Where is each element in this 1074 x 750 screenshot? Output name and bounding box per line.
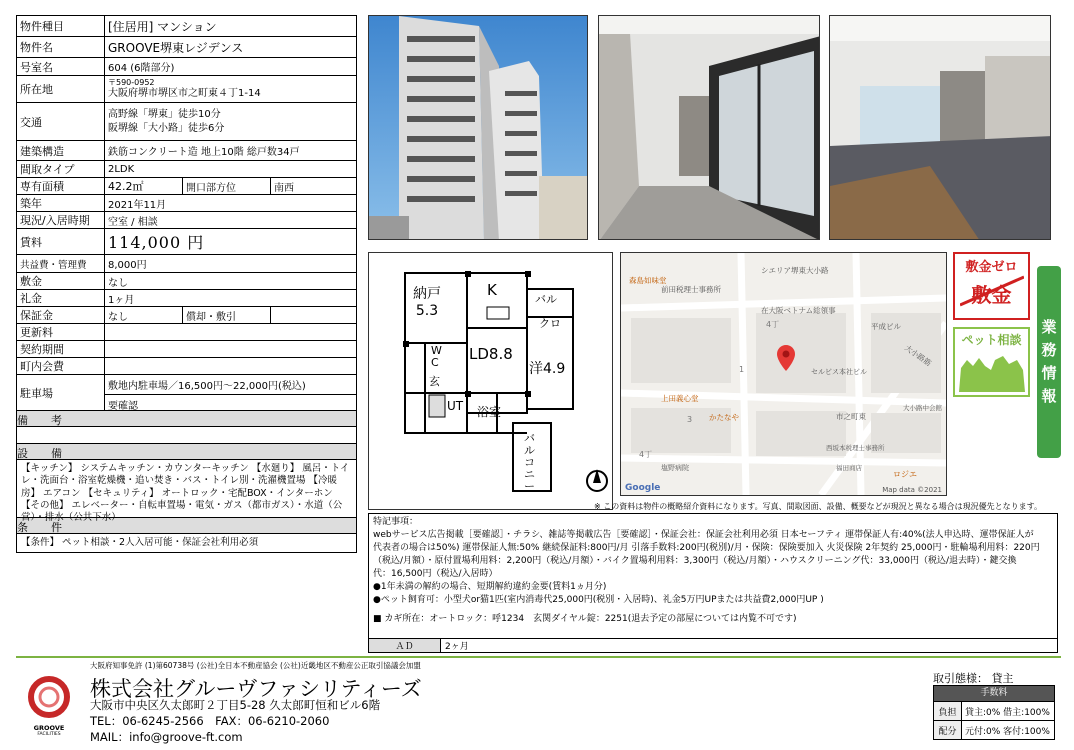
map-copyright: Map data ©2021 bbox=[882, 486, 942, 494]
spec-table bbox=[16, 15, 357, 553]
label-parking: 駐車場 bbox=[17, 375, 105, 410]
value-town-fee bbox=[105, 358, 356, 374]
deal-type-label: 取引態様： bbox=[933, 672, 988, 685]
map-pin-icon[interactable] bbox=[777, 345, 795, 371]
label-room: 号室名 bbox=[17, 58, 105, 75]
label-area: 専有面積 bbox=[17, 178, 105, 194]
special-notes-line-3: （税込/月額）・原付置場利用料：2,200円（税込/月額）・バイク置場利用料：3,300円（税込/月額）・ハウスクリーニング代：33,000円（税込/退去時）・鍵交換 bbox=[373, 556, 1017, 567]
pet-silhouette-icon bbox=[955, 348, 1028, 394]
label-deposit: 敷金 bbox=[17, 273, 105, 289]
ad-value: 2ヶ月 bbox=[445, 642, 469, 652]
map-label-6: セルビス本社ビル bbox=[811, 368, 867, 376]
value-amortization bbox=[271, 307, 356, 323]
label-name: 物件名 bbox=[17, 37, 105, 57]
map-label-10: 大小路中会館 bbox=[903, 404, 942, 412]
badge-deposit-zero bbox=[953, 252, 1030, 320]
value-transit-2: 阪堺線「大小路」徒歩6分 bbox=[108, 122, 225, 134]
commission-burden-value: 貸主:0% 借主:100% bbox=[965, 707, 1050, 718]
badge-deposit-crossed-text: 敷金 bbox=[971, 283, 1012, 307]
map-label-18: 4丁 bbox=[639, 450, 653, 459]
side-tab-label: 業務情報 bbox=[1041, 317, 1057, 406]
label-status: 現況/入居時期 bbox=[17, 212, 105, 228]
room-bath: 浴室 bbox=[477, 405, 502, 419]
label-layout: 間取タイプ bbox=[17, 161, 105, 177]
label-address: 所在地 bbox=[17, 76, 105, 102]
value-direction: 南西 bbox=[274, 182, 294, 194]
value-status: 空室 / 相談 bbox=[108, 216, 158, 228]
room-ut: UT bbox=[447, 399, 464, 413]
company-email[interactable]: MAIL：info@groove-ft.com bbox=[90, 730, 243, 744]
value-key-money: 1ヶ月 bbox=[108, 294, 135, 306]
value-layout: 2LDK bbox=[108, 163, 135, 175]
company-address: 大阪市中央区久太郎町２丁目5-28 久太郎町恒和ビル6階 bbox=[90, 698, 381, 712]
label-town-fee: 町内会費 bbox=[17, 358, 105, 374]
building-exterior-photo bbox=[368, 15, 588, 240]
map-label-14: 塩野病院 bbox=[661, 464, 689, 472]
room-storage bbox=[413, 286, 441, 320]
disclaimer-note: ※ この資料は物件の概略紹介資料になります。写真、間取図面、設備、概要などが現況と異なる場合は現況優先となります。 bbox=[594, 502, 1042, 511]
label-structure: 建築構造 bbox=[17, 141, 105, 160]
value-renewal bbox=[105, 324, 356, 340]
value-built: 2021年11月 bbox=[108, 199, 167, 211]
label-direction: 開口部方位 bbox=[183, 178, 271, 194]
special-notes-line-2: 代表者の場合は50%) 運帯保証人無:50% 継続保証料:800円/月 引落手数料:200円(税別)/月・保険：保険要加入 火災保険 2年契約 25,000円・駐輪場利用料：220円 bbox=[373, 543, 1040, 554]
special-notes-line-5: ●1年未満の解約の場合、短期解約違約金要(賃料1ヵ月分) bbox=[373, 582, 607, 593]
badge-pet-title: ペット相談 bbox=[961, 333, 1022, 347]
ad-label: ＡＤ bbox=[369, 639, 441, 652]
commission-burden-label: 負担 bbox=[934, 702, 962, 720]
value-structure: 鉄筋コンクリート造 地上10階 総戸数34戸 bbox=[108, 147, 300, 158]
value-rent: 114,000 円 bbox=[108, 233, 205, 252]
map-label-8: かたなや bbox=[709, 413, 739, 422]
room-western: 洋4.9 bbox=[529, 361, 566, 377]
map-label-1: 前田税理士事務所 bbox=[661, 285, 721, 294]
facilities-body: 【キッチン】 システムキッチン・カウンターキッチン 【水廻り】 風呂・トイレ・洗面台・浴室乾燥機・追い焚き・バス・トイレ別・洗濯機置場 【冷暖房】 エアコン 【セキュリティ】 オートロック・宅配BOX・インターホン 【その他】 エレベーター・自転車置場・電気・ガス（都市ガス）・水道（公 bbox=[17, 460, 356, 518]
value-parking-note: 要確認 bbox=[108, 401, 138, 412]
room-balcony: バルコニー bbox=[524, 432, 535, 494]
ad-row bbox=[368, 638, 1058, 653]
room-balcony-small: バル bbox=[535, 293, 557, 306]
map-label-17: 3 bbox=[687, 415, 693, 424]
label-transit: 交通 bbox=[17, 103, 105, 140]
value-deposit: なし bbox=[108, 277, 128, 289]
badge-pet bbox=[953, 327, 1030, 397]
map-label-11: 西坂本税理士事務所 bbox=[826, 444, 885, 452]
special-notes-line-4: 代：16,500円（税込/入居時） bbox=[373, 569, 498, 580]
footer-divider bbox=[16, 656, 1061, 658]
value-guarantee: なし bbox=[105, 307, 183, 323]
map-label-0: 森島如味堂 bbox=[629, 276, 667, 285]
map-label-5: 大小路筋 bbox=[903, 343, 933, 368]
deal-type-value: 貸主 bbox=[991, 672, 1014, 685]
room-closet: クロ bbox=[539, 317, 561, 330]
room-wc: WC bbox=[431, 344, 442, 369]
logo-text-2: FACILITIES bbox=[37, 732, 61, 737]
label-fee: 共益費・管理費 bbox=[17, 255, 105, 272]
room-ldk: LD8.8 bbox=[469, 345, 513, 363]
value-parking: 敷地内駐車場／16,500円～22,000円(税込) bbox=[105, 375, 356, 395]
cross-icon bbox=[960, 275, 1024, 307]
label-kind: 物件種目 bbox=[17, 16, 105, 36]
value-room: 604 (6階部分) bbox=[108, 63, 175, 74]
company-name: 株式会社グルーヴファシリティーズ bbox=[90, 677, 422, 701]
map-label-2: シエリア堺東大小路 bbox=[761, 266, 829, 275]
deal-type bbox=[933, 670, 1014, 686]
special-notes bbox=[368, 513, 1058, 639]
map-label-12: 福田商店 bbox=[836, 464, 862, 472]
area-map[interactable] bbox=[620, 252, 947, 496]
value-zip: 〒590-0952 bbox=[108, 78, 155, 88]
commission-title: 手数料 bbox=[934, 686, 1054, 701]
groove-logo-icon bbox=[24, 676, 74, 718]
value-address: 大阪府堺市堺区市之町東４丁1-14 bbox=[108, 87, 261, 99]
company-phone: TEL：06-6245-2566 FAX：06-6210-2060 bbox=[90, 714, 330, 728]
floor-plan bbox=[368, 252, 613, 510]
side-tab-business-info[interactable] bbox=[1037, 266, 1061, 458]
room-kitchen: K bbox=[487, 281, 497, 299]
lobby-photo bbox=[829, 15, 1051, 240]
commission-split-value: 元付:0% 客付:100% bbox=[965, 726, 1050, 737]
label-contract: 契約期間 bbox=[17, 341, 105, 357]
special-notes-title: 特記事項： bbox=[373, 517, 419, 527]
commission-table bbox=[933, 685, 1055, 740]
map-google-logo: Google bbox=[625, 483, 661, 493]
value-fee: 8,000円 bbox=[108, 260, 147, 271]
remarks-body bbox=[17, 427, 356, 444]
label-built: 築年 bbox=[17, 195, 105, 211]
commission-split-label: 配分 bbox=[934, 721, 962, 739]
label-amortization: 償却・敷引 bbox=[183, 307, 271, 323]
value-area: 42.2㎡ bbox=[105, 178, 183, 194]
badge-deposit-zero-title: 敷金ゼロ bbox=[955, 254, 1028, 275]
special-notes-line-7: ■ カギ所在：オートロック：呼1234 玄関ダイヤル錠：2251(退去予定の部屋については内覧不可です) bbox=[373, 614, 797, 625]
entrance-photo bbox=[598, 15, 820, 240]
badge-deposit-crossed bbox=[955, 279, 1028, 308]
map-label-15: 4丁 bbox=[766, 320, 780, 329]
label-rent: 賃料 bbox=[17, 229, 105, 254]
label-renewal: 更新料 bbox=[17, 324, 105, 340]
value-transit-1: 高野線「堺東」徒歩10分 bbox=[108, 108, 221, 120]
conditions-header: 条 件 bbox=[17, 518, 356, 534]
map-label-16: 1 bbox=[739, 365, 745, 374]
map-label-13: ロジエ bbox=[893, 470, 917, 479]
value-contract bbox=[105, 341, 356, 357]
room-storage-label: 納戸 bbox=[413, 286, 441, 302]
room-storage-size: 5.3 bbox=[415, 302, 439, 319]
special-notes-line-1: webサービス広告掲載［要確認］・チラシ、雑誌等掲載広告［要確認］・保証会社：保証会社利用必須 日本セーフティ 運帯保証人有:40%(法人申込時、運帯保証人が bbox=[373, 530, 1034, 541]
map-label-3: 在大阪ベトナム総領事 bbox=[761, 306, 836, 315]
value-kind: [住居用] マンション bbox=[108, 19, 217, 34]
company-logo bbox=[24, 676, 74, 738]
logo-text-1: GROOVE bbox=[33, 724, 65, 732]
label-key-money: 礼金 bbox=[17, 290, 105, 306]
room-entrance: 玄 bbox=[429, 375, 440, 388]
map-label-9: 市之町東 bbox=[836, 412, 866, 421]
value-name: GROOVE堺東レジデンス bbox=[108, 40, 244, 55]
remarks-header: 備 考 bbox=[17, 411, 356, 427]
map-label-7: 上田義心堂 bbox=[661, 394, 699, 403]
label-guarantee: 保証金 bbox=[17, 307, 105, 323]
conditions-body: 【条件】 ペット相談・2人入居可能・保証会社利用必須 bbox=[21, 537, 259, 548]
map-label-4: 平成ビル bbox=[871, 322, 901, 331]
special-notes-line-6: ●ペット飼育可：小型犬or猫1匹(室内消毒代25,000円(税別・入居時)、礼金5万円UPまたは共益費2,000円UP ) bbox=[373, 595, 824, 606]
facilities-header: 設 備 bbox=[17, 444, 356, 460]
company-license: 大阪府知事免許 (1)第60738号 (公社)全日本不動産協会 (公社)近畿地区不動産公正取引協議会加盟 bbox=[90, 661, 421, 670]
